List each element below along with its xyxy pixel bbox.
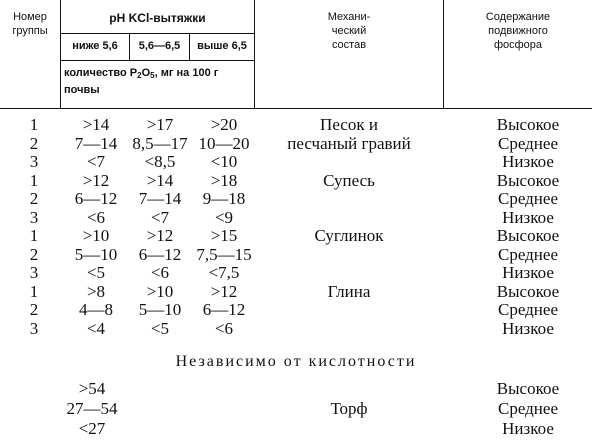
value-ph-high: 10—20 <box>198 133 250 153</box>
mechanical-composition-header: Механи- ческий состав <box>327 11 371 51</box>
rating: Высокое <box>496 226 560 245</box>
table-row <box>0 282 592 302</box>
rating: Высокое <box>496 379 560 398</box>
table-row <box>0 319 592 339</box>
ph-low-header: ниже 5,6 <box>72 40 118 52</box>
table-row <box>0 189 592 209</box>
rating: Среднее <box>498 300 558 319</box>
peat-value: <27 <box>78 419 106 438</box>
value-ph-low: >10 <box>82 226 110 245</box>
soil-type: Торф <box>330 399 368 418</box>
value-ph-low: >12 <box>82 170 110 190</box>
rating: Среднее <box>498 133 558 153</box>
group-number: 3 <box>29 207 39 227</box>
soil-type: Глина <box>327 281 371 301</box>
value-ph-high: >20 <box>210 115 238 134</box>
group-number: 3 <box>29 263 39 282</box>
value-ph-low: 7—14 <box>74 133 118 153</box>
table-row <box>0 263 592 283</box>
value-ph-low: >14 <box>82 115 110 134</box>
amount-header: количество $P_2O_5$, мг на 100 г почвы <box>64 67 219 96</box>
value-ph-mid: <5 <box>150 318 170 338</box>
rating: Среднее <box>498 244 558 264</box>
table-row <box>0 419 592 439</box>
group-number: 3 <box>29 152 39 171</box>
value-ph-mid: 7—14 <box>138 189 182 208</box>
group-number: 1 <box>29 281 39 301</box>
value-ph-high: 9—18 <box>202 189 246 208</box>
rating: Низкое <box>502 419 554 438</box>
value-ph-mid: >14 <box>146 170 174 190</box>
group-number: 2 <box>29 300 39 319</box>
value-ph-low: <5 <box>86 263 106 282</box>
phosphorus-header: Содержание подвижного фосфора <box>485 11 551 51</box>
peat-value: 27—54 <box>66 399 118 418</box>
table-row <box>0 300 592 320</box>
value-ph-high: <9 <box>214 207 234 227</box>
value-ph-high: <7,5 <box>208 263 240 282</box>
soil-type: Суглинок <box>314 226 384 245</box>
value-ph-low: 4—8 <box>79 300 113 319</box>
table-row <box>0 115 592 135</box>
value-ph-mid: >12 <box>146 226 174 245</box>
value-ph-low: <7 <box>86 152 106 171</box>
column-divider <box>443 0 444 108</box>
value-ph-mid: <6 <box>150 263 170 282</box>
table-row <box>0 152 592 172</box>
value-ph-low: <4 <box>86 318 106 338</box>
rating: Низкое <box>502 152 554 171</box>
group-number: 2 <box>29 244 39 264</box>
value-ph-high: <6 <box>214 318 234 338</box>
value-ph-mid: 8,5—17 <box>132 133 188 153</box>
table-row <box>0 134 592 154</box>
table-row <box>0 245 592 265</box>
value-ph-mid: >17 <box>146 115 174 134</box>
rating: Высокое <box>496 281 560 301</box>
ph-header: pH KCl-вытяжки <box>109 11 206 25</box>
table-row <box>0 208 592 228</box>
column-divider <box>254 0 255 108</box>
table-row <box>0 399 592 419</box>
value-ph-high: >15 <box>210 226 238 245</box>
rating: Среднее <box>498 399 558 418</box>
value-ph-mid: >10 <box>146 281 174 301</box>
value-ph-mid: <7 <box>150 207 170 227</box>
group-number: 1 <box>29 115 39 134</box>
group-number: 2 <box>29 133 39 153</box>
value-ph-mid: 6—12 <box>138 244 182 264</box>
rating: Высокое <box>496 170 560 190</box>
value-ph-low: >8 <box>86 281 106 301</box>
soil-type: Песок и <box>320 115 378 134</box>
value-ph-low: 5—10 <box>74 244 118 264</box>
ph-high-header: выше 6,5 <box>197 40 247 52</box>
rating: Низкое <box>502 318 554 338</box>
value-ph-low: 6—12 <box>74 189 118 208</box>
group-number: 1 <box>29 170 39 190</box>
ph-mid-header: 5,6—6,5 <box>138 40 181 52</box>
section-title: Независимо от кислотности <box>175 353 417 370</box>
value-ph-high: 6—12 <box>202 300 246 319</box>
soil-type: песчаный гравий <box>287 133 411 153</box>
rating: Низкое <box>502 263 554 282</box>
rating: Высокое <box>496 115 560 134</box>
group-number: 3 <box>29 318 39 338</box>
header-bottom-rule <box>0 108 592 109</box>
value-ph-low: <6 <box>86 207 106 227</box>
rating: Среднее <box>498 189 558 208</box>
group-number: 2 <box>29 189 39 208</box>
group-header: Номер группы <box>12 11 48 37</box>
value-ph-mid: 5—10 <box>138 300 182 319</box>
table-row <box>0 226 592 246</box>
soil-type: Супесь <box>323 170 375 190</box>
value-ph-high: >12 <box>210 281 238 301</box>
table-row <box>0 171 592 191</box>
rating: Низкое <box>502 207 554 227</box>
value-ph-high: 7,5—15 <box>196 244 252 264</box>
table-row <box>0 379 592 399</box>
group-number: 1 <box>29 226 39 245</box>
value-ph-high: >18 <box>210 170 238 190</box>
header-rule <box>60 33 255 34</box>
value-ph-high: <10 <box>210 152 238 171</box>
peat-value: >54 <box>78 379 106 398</box>
header-rule <box>60 60 255 61</box>
value-ph-mid: <8,5 <box>144 152 176 171</box>
